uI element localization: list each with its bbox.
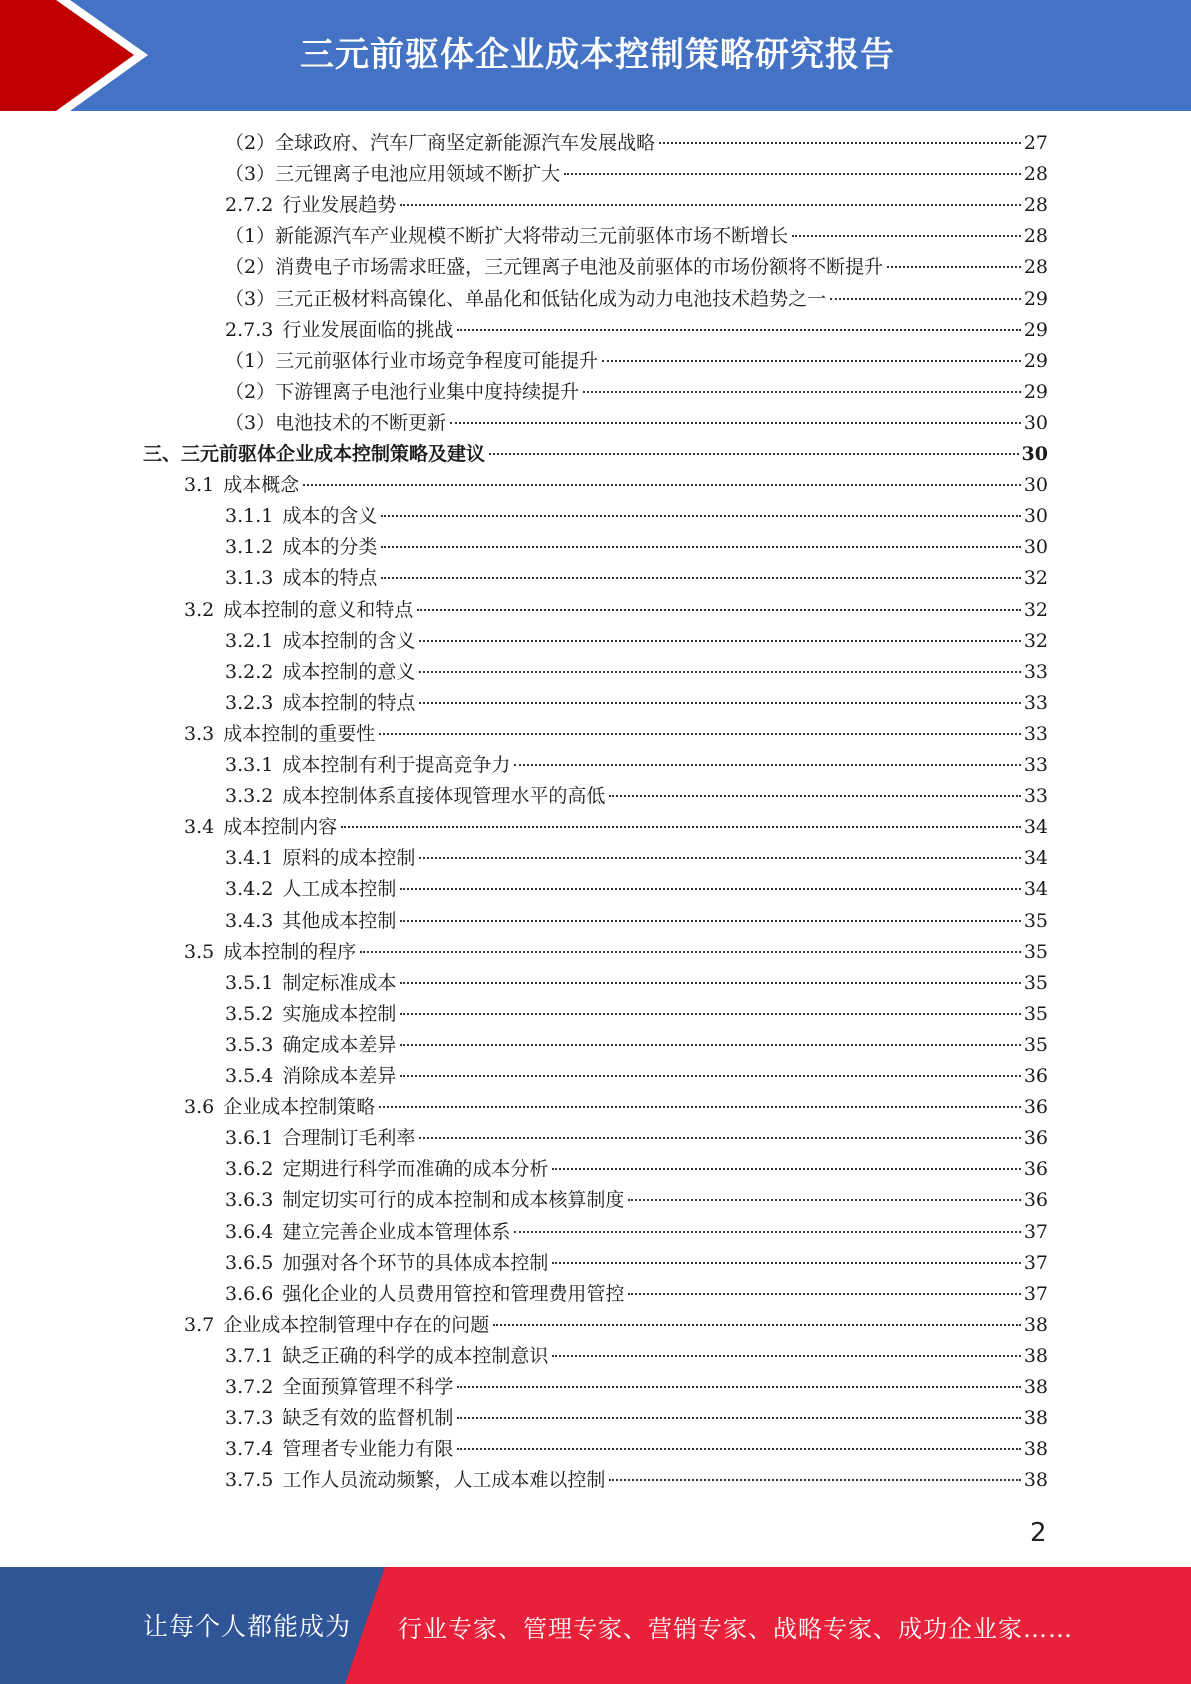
toc-page-number: 35 [1023,910,1048,932]
toc-entry-number: 3.4.3 [225,910,274,932]
toc-page-number: 29 [1023,381,1048,403]
toc-entry[interactable] [225,843,1048,874]
toc-entry-title: （3）三元锂离子电池应用领域不断扩大 [225,163,561,185]
toc-page-number: 35 [1023,1034,1048,1056]
toc-page-number: 30 [1023,474,1048,496]
toc-entry[interactable] [225,781,1048,812]
toc-entry[interactable] [225,1248,1048,1279]
toc-dot-leader [379,1106,1021,1108]
toc-entry[interactable] [225,284,1048,315]
toc-entry-title: 三、三元前驱体企业成本控制策略及建议 [143,443,486,465]
toc-dot-leader [887,266,1021,268]
toc-dot-leader [830,298,1021,300]
toc-entry[interactable] [225,626,1048,657]
toc-dot-leader [583,391,1021,393]
toc-dot-leader [609,795,1020,797]
toc-page-number: 34 [1023,878,1048,900]
toc-entry-title: 成本的分类 [282,536,378,558]
toc-page-number: 33 [1023,754,1048,776]
toc-page-number: 34 [1023,816,1048,838]
toc-page-number: 29 [1023,288,1048,310]
toc-dot-leader [400,1075,1020,1077]
toc-entry-title: 成本控制的特点 [282,692,416,714]
toc-entry-title: 成本控制的意义和特点 [223,599,414,621]
toc-entry-number: 3.6.1 [225,1127,274,1149]
toc-entry-title: （2）消费电子市场需求旺盛，三元锂离子电池及前驱体的市场份额将不断提升 [225,256,884,278]
toc-entry-number: 3.6 [184,1096,215,1118]
toc-page-number: 33 [1023,692,1048,714]
toc-entry-title: 全面预算管理不科学 [282,1376,454,1398]
toc-entry-title: 其他成本控制 [282,910,397,932]
toc-entry[interactable] [225,1217,1048,1248]
toc-entry-title: （2）全球政府、汽车厂商坚定新能源汽车发展战略 [225,132,656,154]
report-title: 三元前驱体企业成本控制策略研究报告 [300,35,895,75]
toc-page-number: 38 [1023,1469,1048,1491]
toc-page-number: 35 [1023,941,1048,963]
toc-entry-number: 3.1.2 [225,536,274,558]
toc-dot-leader [419,640,1020,642]
toc-entry-title: 成本控制内容 [223,816,338,838]
footer-slogan: 让每个人都能成为 [143,1612,352,1641]
toc-page-number: 28 [1023,194,1048,216]
toc-entry-title: 加强对各个环节的具体成本控制 [282,1252,549,1274]
toc-entry[interactable] [225,688,1048,719]
toc-page-number: 35 [1023,1003,1048,1025]
toc-entry-number: 3.2.3 [225,692,274,714]
toc-page-number: 33 [1023,661,1048,683]
toc-entry-number: 3.2.2 [225,661,274,683]
toc-entry-number: 3.7 [184,1314,215,1336]
toc-dot-leader [457,1417,1020,1419]
toc-entry[interactable] [184,719,1048,750]
toc-entry-number: 3.5.4 [225,1065,274,1087]
toc-entry-number: 2.7.2 [225,194,274,216]
toc-entry-number: 3.1.3 [225,567,274,589]
toc-entry-title: （3）电池技术的不断更新 [225,412,447,434]
toc-entry-number: 3.2.1 [225,630,274,652]
toc-entry-number: 3.6.5 [225,1252,274,1274]
toc-entry[interactable] [225,1061,1048,1092]
toc-page-number: 38 [1023,1345,1048,1367]
toc-page-number: 28 [1023,256,1048,278]
toc-dot-leader [552,1168,1020,1170]
toc-dot-leader [457,1448,1020,1450]
page-number: 2 [1030,1518,1047,1548]
toc-page-number: 36 [1023,1065,1048,1087]
toc-entry-title: 实施成本控制 [282,1003,397,1025]
toc-entry[interactable] [225,532,1048,563]
toc-entry-title: 成本概念 [223,474,300,496]
toc-entry-title: 成本控制的程序 [223,941,357,963]
toc-page-number: 36 [1023,1189,1048,1211]
toc-dot-leader [381,577,1020,579]
toc-dot-leader [381,546,1020,548]
toc-dot-leader [419,1137,1020,1139]
toc-page-number: 30 [1023,412,1048,434]
toc-entry-title: 行业发展面临的挑战 [282,319,454,341]
toc-entry-number: 3.5 [184,941,215,963]
toc-entry[interactable] [225,563,1048,594]
toc-entry-number: 3.6.3 [225,1189,274,1211]
toc-page-number: 30 [1021,443,1048,465]
toc-entry-title: 企业成本控制策略 [223,1096,376,1118]
toc-entry-number: 3.1.1 [225,505,274,527]
toc-entry[interactable] [225,1372,1048,1403]
toc-entry-title: 人工成本控制 [282,878,397,900]
toc-entry-title: 制定标准成本 [282,972,397,994]
toc-dot-leader [303,484,1021,486]
toc-entry-title: 确定成本差异 [282,1034,397,1056]
toc-page-number: 37 [1023,1283,1048,1305]
toc-entry[interactable] [225,750,1048,781]
toc-page-number: 28 [1023,163,1048,185]
toc-entry-number: 3.7.2 [225,1376,274,1398]
toc-entry-title: 成本的特点 [282,567,378,589]
toc-dot-leader [381,515,1020,517]
toc-entry[interactable] [225,999,1048,1030]
toc-entry-title: 成本的含义 [282,505,378,527]
toc-entry-title: 成本控制的意义 [282,661,416,683]
toc-entry-number: 3.1 [184,474,215,496]
toc-entry-number: 3.6.6 [225,1283,274,1305]
toc-entry[interactable] [184,937,1048,968]
toc-page-number: 29 [1023,319,1048,341]
toc-entry[interactable] [184,812,1048,843]
toc-page-number: 33 [1023,785,1048,807]
toc-dot-leader [552,1262,1020,1264]
toc-entry-title: 合理制订毛利率 [282,1127,416,1149]
toc-entry-title: 成本控制的重要性 [223,723,376,745]
toc-page-number: 38 [1023,1438,1048,1460]
toc-dot-leader [341,826,1021,828]
toc-dot-leader [659,142,1021,144]
toc-entry[interactable] [225,501,1048,532]
toc-dot-leader [360,951,1021,953]
toc-entry[interactable] [225,377,1048,408]
toc-dot-leader [400,920,1020,922]
toc-entry[interactable] [225,346,1048,377]
toc-dot-leader [400,1044,1020,1046]
toc-dot-leader [609,1479,1020,1481]
toc-entry[interactable] [184,1310,1048,1341]
toc-entry[interactable] [225,1403,1048,1434]
toc-entry-title: （1）新能源汽车产业规模不断扩大将带动三元前驱体市场不断增长 [225,225,789,247]
toc-entry-title: 制定切实可行的成本控制和成本核算制度 [282,1189,625,1211]
toc-dot-leader [400,888,1020,890]
footer-roles: 行业专家、管理专家、营销专家、战略专家、成功企业家…… [398,1615,1073,1643]
toc-entry[interactable] [225,1341,1048,1372]
toc-entry-number: 3.3.1 [225,754,274,776]
toc-entry[interactable] [225,1123,1048,1154]
toc-entry[interactable] [225,1154,1048,1185]
toc-entry-title: 强化企业的人员费用管控和管理费用管控 [282,1283,625,1305]
toc-entry[interactable] [225,159,1048,190]
toc-entry-number: 3.7.3 [225,1407,274,1429]
toc-entry[interactable] [184,470,1048,501]
toc-page-number: 36 [1023,1127,1048,1149]
toc-page-number: 37 [1023,1221,1048,1243]
toc-page-number: 36 [1023,1158,1048,1180]
toc-page-number: 32 [1023,630,1048,652]
toc-entry[interactable] [225,221,1048,252]
toc-entry[interactable] [184,1092,1048,1123]
toc-entry-number: 3.3 [184,723,215,745]
toc-dot-leader [493,1324,1021,1326]
toc-entry-title: 原料的成本控制 [282,847,416,869]
toc-dot-leader [489,453,1019,455]
toc-entry-title: 缺乏正确的科学的成本控制意识 [282,1345,549,1367]
toc-page-number: 36 [1023,1096,1048,1118]
toc-page-number: 33 [1023,723,1048,745]
toc-dot-leader [400,204,1020,206]
toc-dot-leader [419,857,1020,859]
toc-entry-title: 成本控制有利于提高竞争力 [282,754,511,776]
page-footer [0,1567,1191,1684]
toc-entry[interactable] [225,1434,1048,1465]
toc-entry-title: 缺乏有效的监督机制 [282,1407,454,1429]
toc-dot-leader [628,1293,1020,1295]
toc-dot-leader [602,360,1021,362]
toc-entry-number: 3.2 [184,599,215,621]
toc-entry[interactable] [225,1185,1048,1216]
toc-page-number: 32 [1023,599,1048,621]
toc-entry[interactable] [225,1465,1048,1496]
toc-entry[interactable] [225,906,1048,937]
toc-entry-title: （2）下游锂离子电池行业集中度持续提升 [225,381,580,403]
toc-page-number: 30 [1023,505,1048,527]
toc-dot-leader [628,1199,1020,1201]
toc-page-number: 30 [1023,536,1048,558]
toc-dot-leader [457,329,1020,331]
toc-entry-title: 企业成本控制管理中存在的问题 [223,1314,490,1336]
toc-page-number: 35 [1023,972,1048,994]
toc-page-number: 27 [1023,132,1048,154]
toc-page-number: 38 [1023,1407,1048,1429]
toc-dot-leader [514,1231,1020,1233]
toc-dot-leader [400,982,1020,984]
toc-entry-number: 3.5.2 [225,1003,274,1025]
toc-dot-leader [379,733,1021,735]
toc-dot-leader [400,1013,1020,1015]
toc-entry-number: 3.6.4 [225,1221,274,1243]
toc-entry-number: 2.7.3 [225,319,274,341]
toc-entry[interactable] [225,968,1048,999]
toc-entry-number: 3.4 [184,816,215,838]
toc-entry-number: 3.7.5 [225,1469,274,1491]
toc-entry-number: 3.5.1 [225,972,274,994]
toc-page-number: 28 [1023,225,1048,247]
toc-page-number: 37 [1023,1252,1048,1274]
toc-entry-title: 成本控制的含义 [282,630,416,652]
toc-entry-number: 3.3.2 [225,785,274,807]
toc-entry[interactable] [184,595,1048,626]
toc-entry-title: 消除成本差异 [282,1065,397,1087]
toc-dot-leader [792,235,1021,237]
toc-entry-number: 3.6.2 [225,1158,274,1180]
toc-entry[interactable] [225,190,1048,221]
toc-page-number: 29 [1023,350,1048,372]
toc-entry-number: 3.4.2 [225,878,274,900]
toc-entry-title: （3）三元正极材料高镍化、单晶化和低钴化成为动力电池技术趋势之一 [225,288,827,310]
toc-entry-number: 3.5.3 [225,1034,274,1056]
toc-page-number: 34 [1023,847,1048,869]
toc-dot-leader [552,1355,1020,1357]
toc-entry[interactable] [225,657,1048,688]
toc-entry[interactable] [225,128,1048,159]
toc-entry[interactable] [225,874,1048,905]
toc-entry-number: 3.7.1 [225,1345,274,1367]
toc-entry-title: （1）三元前驱体行业市场竞争程度可能提升 [225,350,599,372]
toc-dot-leader [417,609,1021,611]
toc-dot-leader [450,422,1021,424]
toc-dot-leader [514,764,1020,766]
toc-entry-title: 管理者专业能力有限 [282,1438,454,1460]
toc-entry-number: 3.7.4 [225,1438,274,1460]
toc-dot-leader [564,173,1021,175]
toc-entry[interactable] [225,315,1048,346]
page-header [0,0,1191,111]
toc-entry-title: 成本控制体系直接体现管理水平的高低 [282,785,606,807]
toc-entry[interactable] [225,252,1048,283]
toc-entry[interactable] [225,1030,1048,1061]
toc-entry-title: 工作人员流动频繁，人工成本难以控制 [282,1469,606,1491]
toc-entry[interactable] [225,1279,1048,1310]
toc-entry[interactable] [143,439,1048,470]
toc-entry-title: 定期进行科学而准确的成本分析 [282,1158,549,1180]
toc-entry-title: 行业发展趋势 [282,194,397,216]
toc-page-number: 38 [1023,1314,1048,1336]
toc-page-number: 38 [1023,1376,1048,1398]
toc-dot-leader [419,671,1020,673]
toc-dot-leader [419,702,1020,704]
toc-entry-title: 建立完善企业成本管理体系 [282,1221,511,1243]
toc-entry[interactable] [225,408,1048,439]
toc-dot-leader [457,1386,1020,1388]
toc-entry-number: 3.4.1 [225,847,274,869]
toc-page-number: 32 [1023,567,1048,589]
